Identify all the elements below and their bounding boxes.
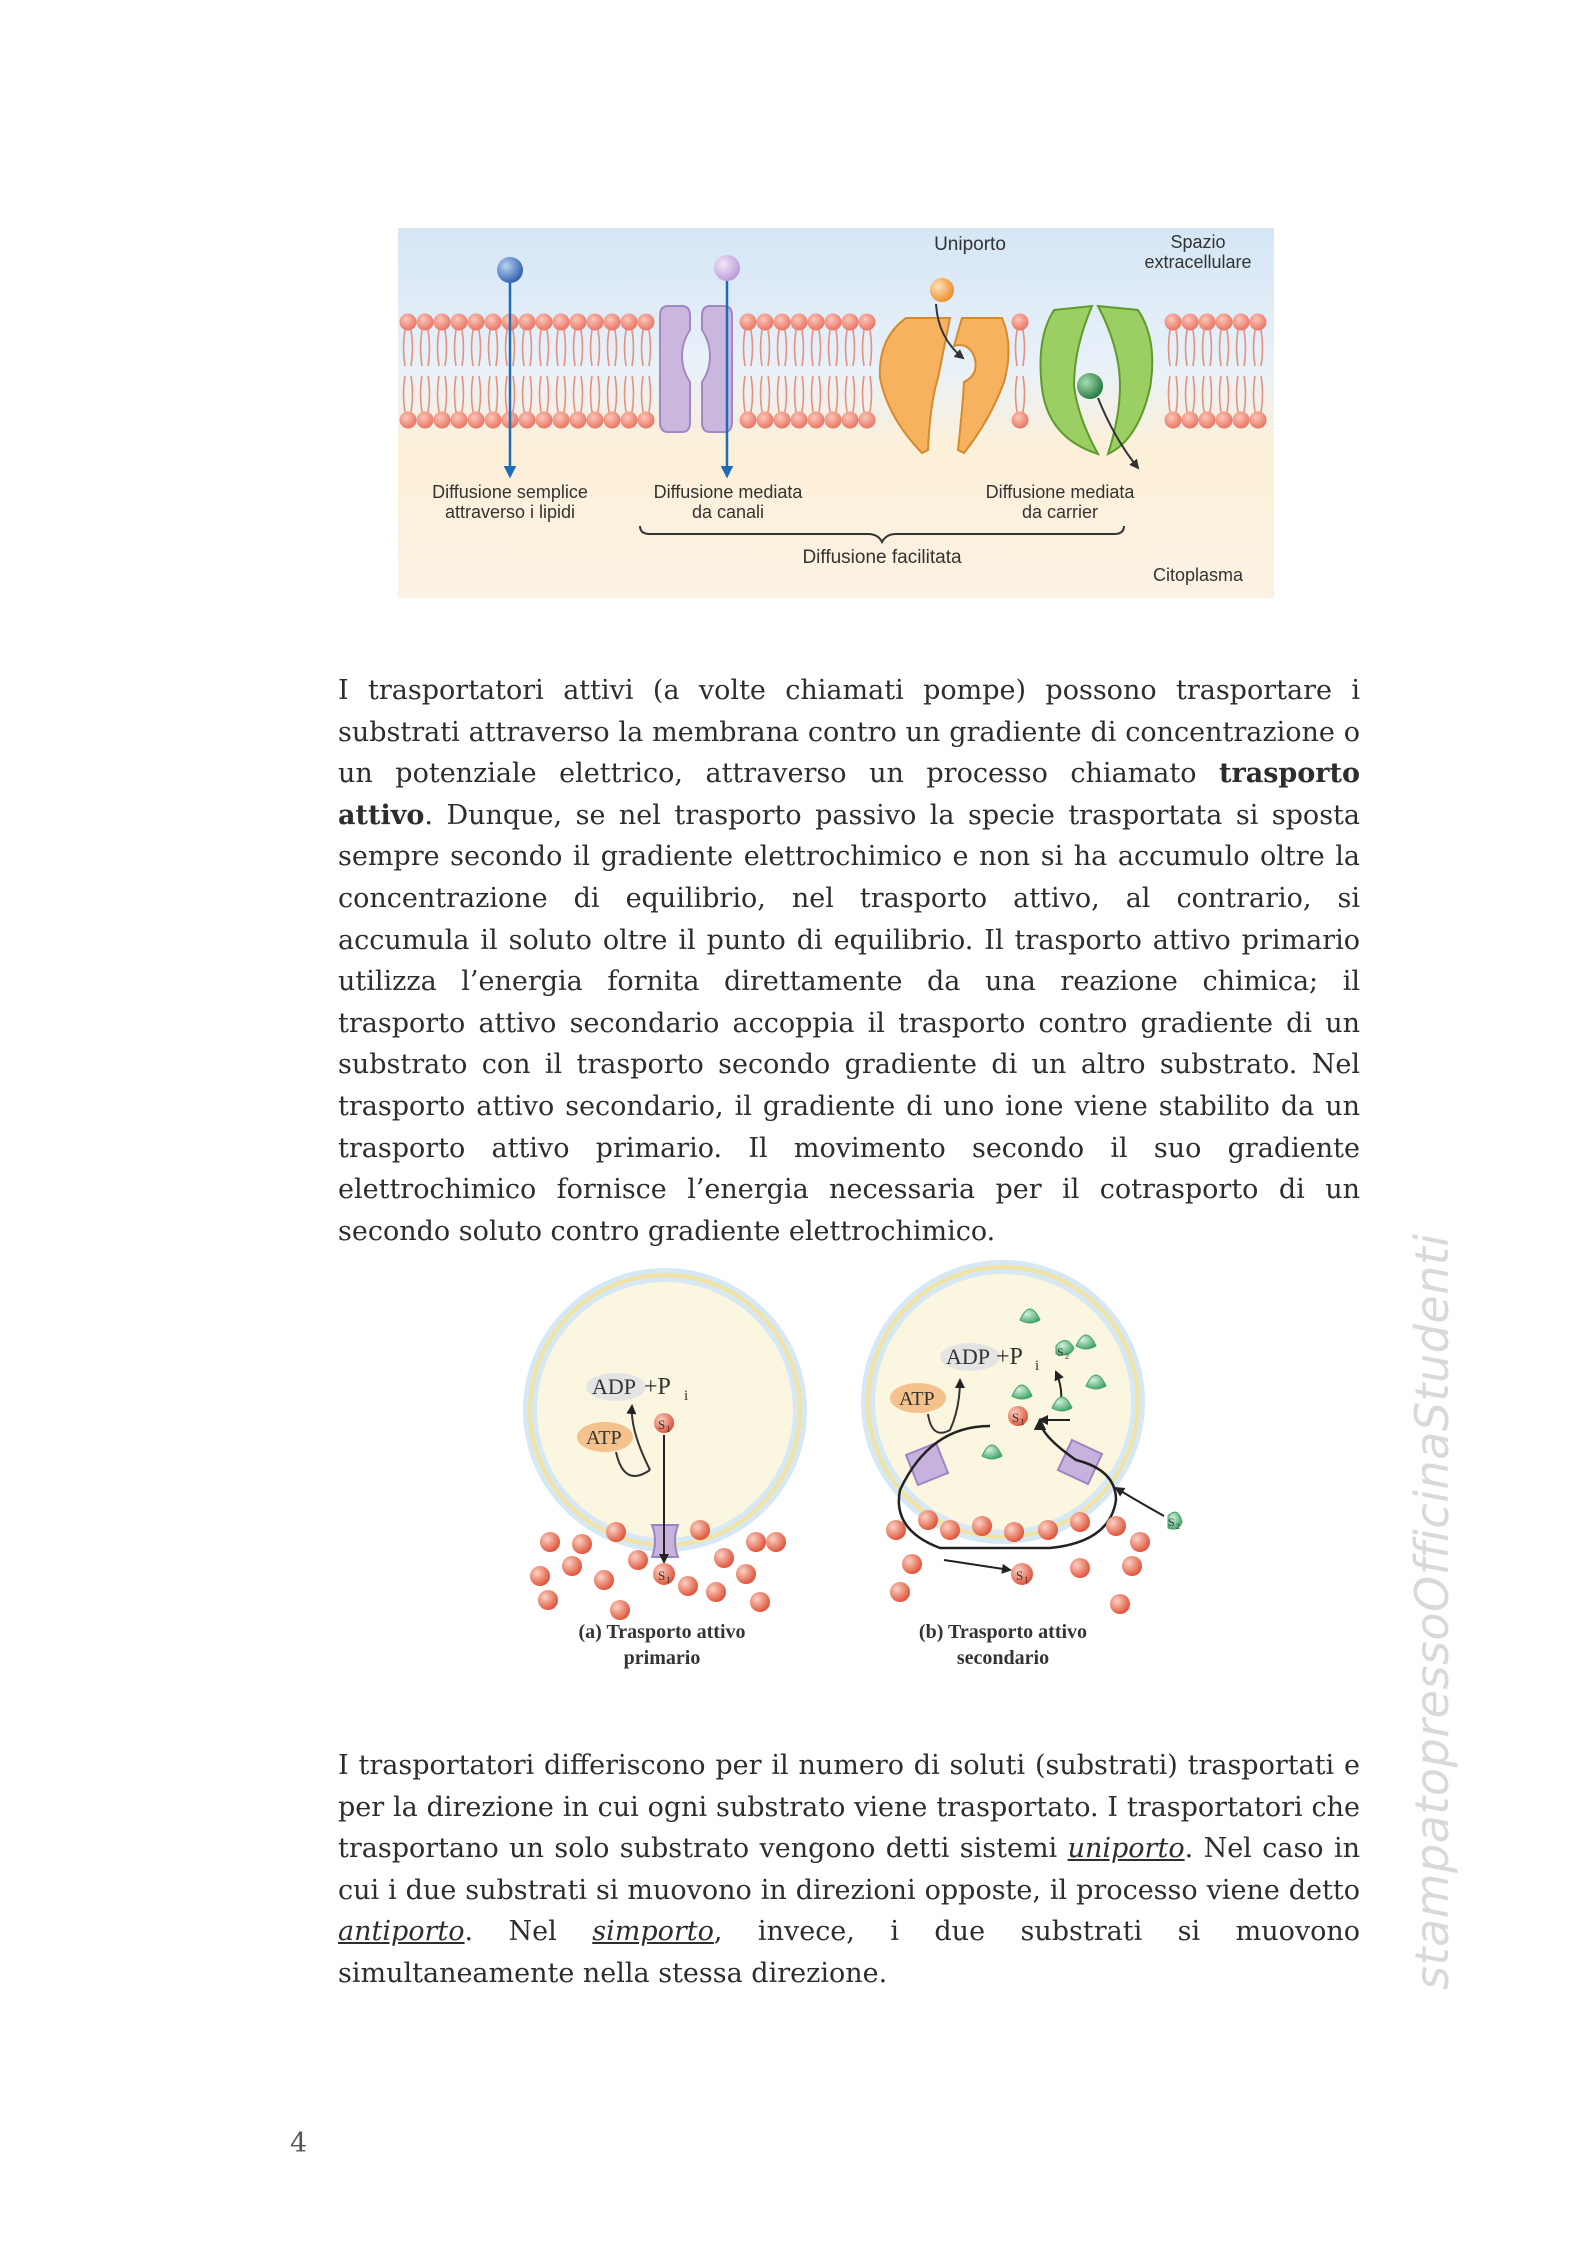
- paragraph-text: . Dunque, se nel trasporto passivo la specie trasportata si sposta sempre secondo il gradiente elettrochimico e non si ha accumulo oltre la concentrazione di equilibrio, nel trasporto attivo, al contrario, si accumula il soluto oltre il punto di equilibrio. Il trasporto attivo primario utilizza l’energia fornita direttamente da una reazione chimica; il trasporto attivo secondario accoppia il trasporto contro gradiente di un substrato con il trasporto secondo gradiente di un altro substrato. Nel trasporto attivo secondario, il gradiente di uno ione viene stabilito da un trasporto attivo primario. Il movimento secondo il suo gradiente elettrochimico fornisce l’energia necessaria per il cotrasporto di un secondo soluto contro gradiente elettrochimico.: [338, 799, 1360, 1247]
- page-number: 4: [290, 2128, 308, 2159]
- paragraph-text: , invece, i due substrati si muovono simultaneamente nella stessa direzione.: [338, 1916, 1360, 1989]
- svg-text:1: 1: [666, 1575, 671, 1585]
- svg-text:1: 1: [1020, 1417, 1025, 1427]
- cytoplasm-label: Citoplasma: [1152, 565, 1244, 585]
- svg-text:S: S: [1012, 1410, 1020, 1425]
- substrate-ball: [1106, 1516, 1126, 1536]
- substrate-ball: [940, 1520, 960, 1540]
- svg-text:S: S: [658, 1417, 666, 1432]
- substrate-molecules-secondary: [886, 1510, 1150, 1614]
- substrate-ball: [594, 1570, 614, 1590]
- svg-text:ATP: ATP: [899, 1388, 935, 1410]
- bold-term-active-transport: trasporto attivo: [338, 758, 1360, 831]
- svg-text:+P: +P: [996, 1344, 1023, 1370]
- substrate-ball: [562, 1556, 582, 1576]
- substrate-ball: [886, 1520, 906, 1540]
- substrate-ball: [572, 1534, 592, 1554]
- paragraph-text: I trasportatori attivi (a volte chiamati pompe) possono trasportare i substrati attraverso la membrana contro un gradiente di concentrazione o un potenziale elettrico, attraverso un processo chiamato: [338, 675, 1360, 790]
- membrane-transport-figure: [398, 228, 1274, 598]
- svg-text:S: S: [1016, 1568, 1024, 1583]
- carrier-diffusion-label-1: Diffusione mediata: [985, 482, 1135, 502]
- uniporto-label: Uniporto: [934, 234, 1006, 255]
- substrate-ball: [540, 1532, 560, 1552]
- substrate-ball: [1110, 1594, 1130, 1614]
- channel-diffusion-label-2: da canali: [691, 502, 765, 522]
- watermark: stampatopressoOfficinaStudenti: [1405, 1233, 1459, 1990]
- s2-outside: [1168, 1512, 1182, 1531]
- svg-text:2: 2: [1176, 1522, 1180, 1531]
- substrate-ball: [890, 1582, 910, 1602]
- svg-text:2: 2: [1065, 1352, 1069, 1361]
- paragraph-text: . Nel caso in cui i due substrati si muovono in direzioni opposte, il processo viene detto: [338, 1833, 1360, 1906]
- pi-subscript: i: [684, 1388, 689, 1404]
- extracellular-space-label-2: extracellulare: [1144, 252, 1252, 272]
- atp-label: ATP: [586, 1427, 622, 1449]
- svg-text:i: i: [1035, 1358, 1040, 1374]
- substrate-ball: [1130, 1532, 1150, 1552]
- substrate-ball: [706, 1582, 726, 1602]
- svg-text:S: S: [1057, 1345, 1064, 1359]
- svg-text:S: S: [1168, 1515, 1175, 1529]
- term-antiporto: antiporto: [338, 1916, 465, 1948]
- caption-b-line2: secondario: [956, 1647, 1050, 1669]
- substrate-ball: [746, 1532, 766, 1552]
- substrate-ball: [678, 1576, 698, 1596]
- substrate-ball: [1038, 1520, 1058, 1540]
- substrate-ball: [610, 1600, 630, 1620]
- substrate-ball: [1122, 1556, 1142, 1576]
- substrate-ball: [628, 1550, 648, 1570]
- transporter-types-paragraph: [338, 1745, 1360, 1995]
- term-uniporto: uniporto: [1067, 1833, 1185, 1865]
- simple-diffusion-label-1: Diffusione semplice: [432, 482, 588, 502]
- term-simporto: simporto: [592, 1916, 714, 1948]
- svg-text:1: 1: [666, 1424, 671, 1434]
- carrier-diffusion-label-2: da carrier: [1021, 502, 1099, 522]
- caption-a-line1: (a) Trasporto attivo: [578, 1621, 746, 1643]
- substrate-ball: [1070, 1512, 1090, 1532]
- svg-text:ADP: ADP: [946, 1344, 991, 1369]
- substrate-ball: [690, 1520, 710, 1540]
- substrate-ball: [606, 1522, 626, 1542]
- extracellular-space-label-1: Spazio: [1170, 232, 1226, 252]
- substrate-ball: [714, 1548, 734, 1568]
- substrate-ball: [1004, 1522, 1024, 1542]
- caption-a-line2: primario: [623, 1647, 701, 1669]
- active-transport-paragraph: [338, 670, 1360, 1252]
- substrate-ball: [972, 1516, 992, 1536]
- substrate-ball: [530, 1566, 550, 1586]
- caption-b-line1: (b) Trasporto attivo: [918, 1621, 1088, 1643]
- paragraph-text: I trasportatori differiscono per il numero di soluti (substrati) trasportati e per la direzione in cui ogni substrato viene trasportato. I trasportatori che trasportano un solo substrato vengono detti sistemi: [338, 1750, 1360, 1865]
- plus-pi-label: +P: [644, 1374, 671, 1400]
- active-transport-figure: [520, 1230, 1200, 1690]
- svg-text:1: 1: [1024, 1575, 1029, 1585]
- substrate-ball: [1070, 1558, 1090, 1578]
- substrate-ball: [736, 1564, 756, 1584]
- svg-text:S: S: [658, 1568, 666, 1583]
- substrate-ball: [750, 1592, 770, 1612]
- simple-diffusion-label-2: attraverso i lipidi: [444, 502, 576, 522]
- substrate-ball: [918, 1510, 938, 1530]
- adp-label: ADP: [592, 1374, 637, 1399]
- substrate-ball: [538, 1590, 558, 1610]
- facilitated-diffusion-label: Diffusione facilitata: [802, 547, 962, 568]
- paragraph-text: . Nel: [464, 1916, 593, 1948]
- channel-diffusion-label-1: Diffusione mediata: [653, 482, 803, 502]
- substrate-ball: [766, 1532, 786, 1552]
- substrate-ball: [902, 1554, 922, 1574]
